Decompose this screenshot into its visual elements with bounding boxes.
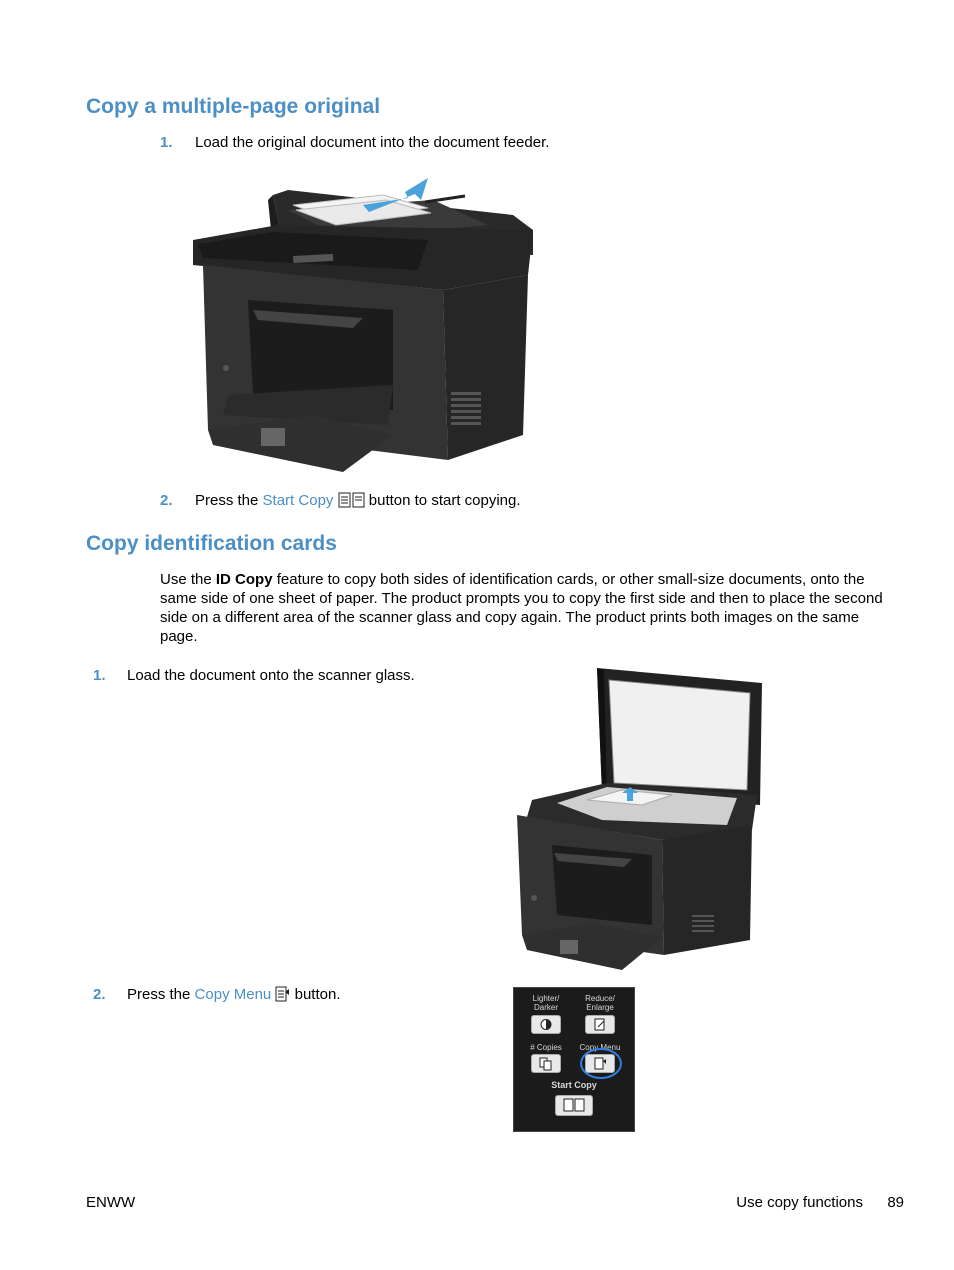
page-number: 89 bbox=[887, 1194, 904, 1211]
intro-pre: Use the bbox=[160, 571, 212, 588]
step-2-idcard-text bbox=[127, 985, 340, 1004]
step-1-text: Load the original document into the document feeder. bbox=[195, 134, 550, 151]
section-heading-id-cards: Copy identification cards bbox=[86, 532, 337, 555]
footer-right bbox=[736, 1194, 904, 1211]
copies-button bbox=[531, 1054, 561, 1073]
copy-menu-panel-icon bbox=[586, 1055, 614, 1072]
copies-label: # Copies bbox=[530, 1043, 562, 1052]
step-1-idcard bbox=[93, 666, 106, 685]
printer-scanner-glass-illustration bbox=[512, 665, 767, 975]
intro-post: feature to copy both sides of identification cards, or other small-size documents, onto the same side of one sheet of paper. The product prompts you to copy the first side and then to place the second side on a different area of the scanner glass and copy again. The product prints both images on the same page. bbox=[160, 571, 883, 645]
start-copy-icon bbox=[338, 492, 365, 508]
step-1-idcard-text: Load the document onto the scanner glass. bbox=[127, 667, 415, 684]
copy-menu-panel-button bbox=[585, 1054, 615, 1073]
control-panel-image bbox=[513, 987, 635, 1132]
step-number: 1. bbox=[93, 667, 106, 684]
copy-menu-link[interactable]: Copy Menu bbox=[194, 986, 272, 1003]
step-2-text bbox=[195, 491, 521, 510]
lighter-darker-button bbox=[531, 1015, 561, 1034]
contrast-icon bbox=[532, 1016, 560, 1033]
reduce-enlarge-button bbox=[585, 1015, 615, 1034]
id-copy-intro bbox=[160, 570, 890, 646]
lighter-darker-label: Lighter/ Darker bbox=[532, 994, 560, 1012]
id-copy-term: ID Copy bbox=[215, 571, 273, 588]
reduce-enlarge-label: Reduce/ Enlarge bbox=[585, 994, 615, 1012]
step-2-idcard bbox=[93, 985, 106, 1004]
step-2-multipage bbox=[160, 491, 173, 510]
footer-section: Use copy functions bbox=[736, 1194, 863, 1211]
step-2-suffix: button to start copying. bbox=[368, 492, 521, 509]
step-number: 2. bbox=[160, 492, 173, 509]
reduce-enlarge-icon bbox=[586, 1016, 614, 1033]
step-2-suffix: button. bbox=[294, 986, 341, 1003]
copy-menu-label: Copy Menu bbox=[579, 1043, 621, 1052]
copy-menu-icon bbox=[275, 986, 290, 1002]
printer-feeder-illustration bbox=[193, 170, 538, 475]
start-copy-label: Start Copy bbox=[551, 1080, 597, 1090]
footer-left: ENWW bbox=[86, 1194, 136, 1211]
step-number: 1. bbox=[160, 134, 173, 151]
start-copy-link[interactable]: Start Copy bbox=[262, 492, 334, 509]
step-number: 2. bbox=[93, 986, 106, 1003]
start-copy-panel-icon bbox=[556, 1096, 592, 1115]
step-1-multipage bbox=[160, 133, 173, 152]
start-copy-panel-button bbox=[555, 1095, 593, 1116]
section-heading-multipage: Copy a multiple-page original bbox=[86, 95, 381, 118]
copies-icon bbox=[532, 1055, 560, 1072]
step-2-prefix: Press the bbox=[195, 492, 259, 509]
step-2-prefix: Press the bbox=[127, 986, 191, 1003]
